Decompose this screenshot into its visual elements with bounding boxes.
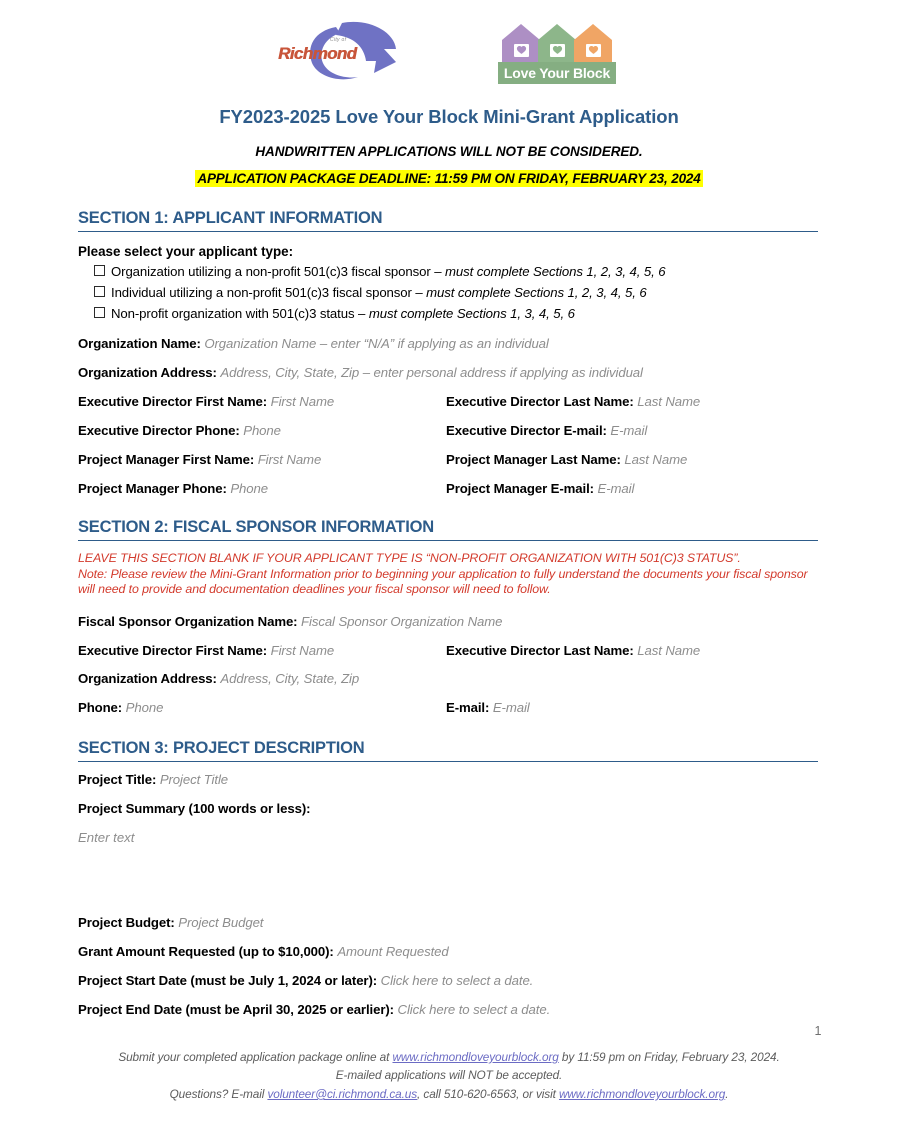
field-fs-phone[interactable] <box>78 700 163 715</box>
handwritten-notice: HANDWRITTEN APPLICATIONS WILL NOT BE CONSIDERED. <box>255 144 643 159</box>
fiscal-sponsor-note <box>78 551 820 598</box>
richmond-city-logo <box>278 19 406 83</box>
footer-text: Submit your completed application package online at <box>118 1050 393 1064</box>
footer-text: , call 510-620-6563, or visit <box>417 1087 559 1101</box>
footer-email-link[interactable]: volunteer@ci.richmond.ca.us <box>267 1087 418 1101</box>
field-pm-first-name[interactable] <box>78 452 321 467</box>
option-label: Organization utilizing a non-profit 501(c)3 fiscal sponsor – must complete Sections 1, 2, 3, 4, 5, 6 <box>111 264 666 279</box>
field-label: Project Budget: <box>78 915 175 930</box>
field-label: Organization Address: <box>78 671 217 686</box>
field-pm-last-name[interactable] <box>446 452 687 467</box>
field-label: Project Start Date (must be July 1, 2024 or later): <box>78 973 378 988</box>
field-label: Project Manager Phone: <box>78 481 227 496</box>
field-label: Executive Director First Name: <box>78 643 268 658</box>
footer-text: by 11:59 pm on Friday, February 23, 2024. <box>558 1050 780 1064</box>
field-project-budget[interactable] <box>78 915 263 930</box>
field-label: Executive Director Phone: <box>78 423 240 438</box>
field-value[interactable]: Address, City, State, Zip – enter personal address if applying as individual <box>220 365 643 380</box>
footer-website-link-2[interactable]: www.richmondloveyourblock.org <box>558 1087 726 1101</box>
love-your-block-banner <box>498 62 616 84</box>
field-ed-first-name[interactable] <box>78 394 334 409</box>
field-value[interactable]: Amount Requested <box>337 944 449 959</box>
love-your-block-logo <box>494 18 620 84</box>
field-fs-ed-first-name[interactable] <box>78 643 334 658</box>
field-value[interactable]: E-mail <box>492 700 530 715</box>
field-value[interactable]: Project Budget <box>178 915 264 930</box>
applicant-type-option-organization[interactable] <box>94 264 665 279</box>
field-value[interactable]: E-mail <box>597 481 635 496</box>
footer-website-link[interactable]: www.richmondloveyourblock.org <box>392 1050 559 1064</box>
field-pm-phone[interactable] <box>78 481 268 496</box>
field-value[interactable]: First Name <box>257 452 322 467</box>
field-project-start-date[interactable] <box>78 973 533 988</box>
option-label: Individual utilizing a non-profit 501(c)3 fiscal sponsor – must complete Sections 1, 2, 3, 4, 5, 6 <box>111 285 647 300</box>
field-grant-amount-requested[interactable] <box>78 944 449 959</box>
field-label: E-mail: <box>446 700 490 715</box>
page-number: 1 <box>814 1024 822 1038</box>
checkbox-icon[interactable] <box>94 286 105 297</box>
field-pm-email[interactable] <box>446 481 634 496</box>
field-value[interactable]: Phone <box>125 700 164 715</box>
field-label: Grant Amount Requested (up to $10,000): <box>78 944 334 959</box>
footer-text: . <box>725 1087 729 1101</box>
field-label: Project Manager First Name: <box>78 452 255 467</box>
field-value[interactable]: First Name <box>270 394 335 409</box>
checkbox-icon[interactable] <box>94 265 105 276</box>
love-your-block-wordmark: Love Your Block <box>503 65 611 81</box>
richmond-city-of-text: City of <box>330 37 347 43</box>
field-label: Project Manager E-mail: <box>446 481 594 496</box>
footer-line-1 <box>0 1050 898 1064</box>
page-title: FY2023-2025 Love Your Block Mini-Grant Application <box>219 106 679 127</box>
field-fs-ed-last-name[interactable] <box>446 643 700 658</box>
field-label: Executive Director Last Name: <box>446 643 634 658</box>
footer-line-2: E-mailed applications will NOT be accepted. <box>335 1068 563 1082</box>
applicant-type-prompt: Please select your applicant type: <box>78 244 294 259</box>
option-label: Non-profit organization with 501(c)3 status – must complete Sections 1, 3, 4, 5, 6 <box>111 306 575 321</box>
field-label: Fiscal Sponsor Organization Name: <box>78 614 298 629</box>
field-label: Organization Address: <box>78 365 217 380</box>
date-picker-value[interactable]: Click here to select a date. <box>397 1002 551 1017</box>
field-fs-organization-address[interactable] <box>78 671 359 686</box>
field-label: Executive Director First Name: <box>78 394 268 409</box>
field-ed-phone[interactable] <box>78 423 281 438</box>
applicant-type-option-nonprofit[interactable] <box>94 306 575 321</box>
field-value[interactable]: Last Name <box>624 452 688 467</box>
footer-line-3 <box>0 1087 898 1101</box>
field-fiscal-sponsor-org-name[interactable] <box>78 614 502 629</box>
field-value[interactable]: Project Title <box>159 772 229 787</box>
section-3-heading: SECTION 3: PROJECT DESCRIPTION <box>78 739 818 762</box>
field-value[interactable]: Address, City, State, Zip <box>220 671 360 686</box>
field-organization-address[interactable] <box>78 365 643 380</box>
applicant-type-option-individual[interactable] <box>94 285 647 300</box>
field-label: Executive Director E-mail: <box>446 423 607 438</box>
field-value[interactable]: Last Name <box>637 643 701 658</box>
field-label: Project Summary (100 words or less): <box>78 801 311 816</box>
field-value[interactable]: E-mail <box>610 423 648 438</box>
field-project-title[interactable] <box>78 772 228 787</box>
field-value[interactable]: Last Name <box>637 394 701 409</box>
field-label: Project End Date (must be April 30, 2025 or earlier): <box>78 1002 394 1017</box>
field-label: Organization Name: <box>78 336 201 351</box>
field-organization-name[interactable] <box>78 336 549 351</box>
date-picker-value[interactable]: Click here to select a date. <box>380 973 534 988</box>
field-label: Executive Director Last Name: <box>446 394 634 409</box>
field-value[interactable]: Phone <box>230 481 268 496</box>
fiscal-sponsor-note-line-2: Note: Please review the Mini-Grant Information prior to beginning your application to fully understand the documents your fiscal sponsor will need to provide and documentation deadlines your fiscal sponsor will need to follow. <box>78 566 808 597</box>
project-summary-textarea[interactable]: Enter text <box>78 830 135 845</box>
field-value[interactable]: Phone <box>243 423 281 438</box>
field-value[interactable]: Organization Name – enter “N/A” if applying as an individual <box>204 336 549 351</box>
field-value[interactable]: Fiscal Sponsor Organization Name <box>301 614 503 629</box>
field-value[interactable]: First Name <box>270 643 335 658</box>
footer-text: Questions? E-mail <box>169 1087 268 1101</box>
fiscal-sponsor-note-line-1: LEAVE THIS SECTION BLANK IF YOUR APPLICANT TYPE IS “NON-PROFIT ORGANIZATION WITH 501(C)3 STATUS”. <box>78 551 741 565</box>
deadline-row <box>0 170 898 188</box>
field-ed-last-name[interactable] <box>446 394 700 409</box>
richmond-wordmark: Richmond <box>278 44 357 63</box>
section-2-heading: SECTION 2: FISCAL SPONSOR INFORMATION <box>78 518 818 541</box>
project-summary-label <box>78 801 310 816</box>
deadline-highlight: APPLICATION PACKAGE DEADLINE: 11:59 PM ON FRIDAY, FEBRUARY 23, 2024 <box>197 171 701 186</box>
logo-row <box>0 12 898 90</box>
field-label: Project Title: <box>78 772 157 787</box>
section-1-heading: SECTION 1: APPLICANT INFORMATION <box>78 209 818 232</box>
field-project-end-date[interactable] <box>78 1002 550 1017</box>
field-label: Phone: <box>78 700 123 715</box>
checkbox-icon[interactable] <box>94 307 105 318</box>
field-ed-email[interactable] <box>446 423 647 438</box>
field-label: Project Manager Last Name: <box>446 452 621 467</box>
field-fs-email[interactable] <box>446 700 530 715</box>
